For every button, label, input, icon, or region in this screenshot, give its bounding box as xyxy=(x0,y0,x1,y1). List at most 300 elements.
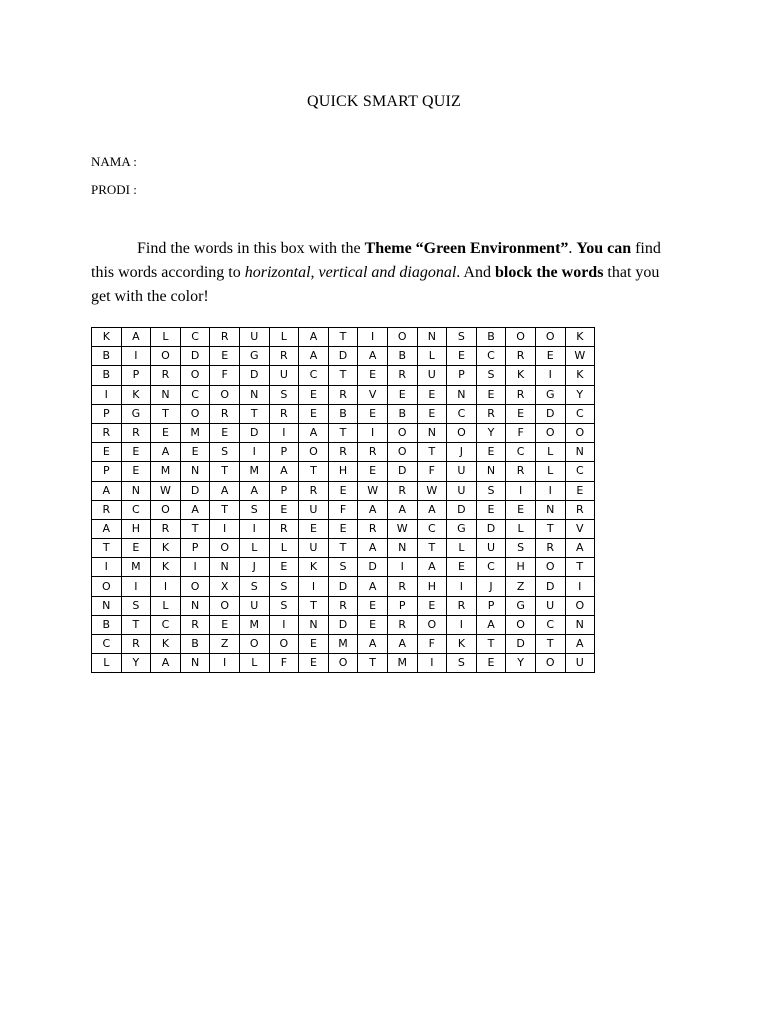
grid-cell[interactable]: W xyxy=(358,481,388,500)
grid-cell[interactable]: M xyxy=(387,654,417,673)
grid-cell[interactable]: D xyxy=(447,500,477,519)
grid-cell[interactable]: C xyxy=(535,615,565,634)
grid-cell[interactable]: L xyxy=(417,347,447,366)
grid-cell[interactable]: E xyxy=(358,615,388,634)
grid-cell[interactable]: L xyxy=(151,328,181,347)
grid-cell[interactable]: T xyxy=(92,539,122,558)
grid-cell[interactable]: H xyxy=(121,519,151,538)
grid-cell[interactable]: R xyxy=(387,577,417,596)
grid-cell[interactable]: F xyxy=(417,462,447,481)
grid-cell[interactable]: G xyxy=(239,347,269,366)
grid-cell[interactable]: K xyxy=(92,328,122,347)
grid-cell[interactable]: I xyxy=(299,577,329,596)
grid-cell[interactable]: J xyxy=(447,443,477,462)
grid-cell[interactable]: I xyxy=(565,577,595,596)
grid-cell[interactable]: A xyxy=(358,500,388,519)
grid-cell[interactable]: R xyxy=(121,635,151,654)
grid-cell[interactable]: O xyxy=(506,328,536,347)
grid-cell[interactable]: N xyxy=(180,654,210,673)
grid-cell[interactable]: O xyxy=(387,443,417,462)
grid-cell[interactable]: R xyxy=(476,404,506,423)
grid-cell[interactable]: S xyxy=(239,500,269,519)
grid-cell[interactable]: M xyxy=(239,615,269,634)
grid-cell[interactable]: P xyxy=(447,366,477,385)
grid-cell[interactable]: U xyxy=(417,366,447,385)
grid-cell[interactable]: S xyxy=(506,539,536,558)
grid-cell[interactable]: Y xyxy=(121,654,151,673)
grid-cell[interactable]: G xyxy=(447,519,477,538)
grid-cell[interactable]: U xyxy=(299,539,329,558)
grid-cell[interactable]: I xyxy=(535,366,565,385)
grid-cell[interactable]: E xyxy=(210,347,240,366)
grid-cell[interactable]: I xyxy=(535,481,565,500)
grid-cell[interactable]: T xyxy=(535,635,565,654)
grid-cell[interactable]: I xyxy=(358,423,388,442)
grid-cell[interactable]: I xyxy=(506,481,536,500)
grid-cell[interactable]: E xyxy=(417,385,447,404)
grid-cell[interactable]: R xyxy=(328,443,358,462)
grid-cell[interactable]: R xyxy=(506,385,536,404)
grid-cell[interactable]: R xyxy=(151,519,181,538)
grid-cell[interactable]: O xyxy=(210,539,240,558)
grid-cell[interactable]: O xyxy=(535,558,565,577)
grid-cell[interactable]: R xyxy=(535,539,565,558)
grid-cell[interactable]: N xyxy=(121,481,151,500)
grid-cell[interactable]: L xyxy=(151,596,181,615)
grid-cell[interactable]: U xyxy=(447,462,477,481)
grid-cell[interactable]: A xyxy=(565,539,595,558)
grid-cell[interactable]: N xyxy=(447,385,477,404)
grid-cell[interactable]: N xyxy=(535,500,565,519)
grid-cell[interactable]: E xyxy=(210,423,240,442)
grid-cell[interactable]: W xyxy=(565,347,595,366)
grid-cell[interactable]: D xyxy=(506,635,536,654)
grid-cell[interactable]: G xyxy=(121,404,151,423)
grid-cell[interactable]: H xyxy=(506,558,536,577)
grid-cell[interactable]: N xyxy=(476,462,506,481)
grid-cell[interactable]: O xyxy=(180,366,210,385)
grid-cell[interactable]: G xyxy=(506,596,536,615)
grid-cell[interactable]: O xyxy=(328,654,358,673)
grid-cell[interactable]: Y xyxy=(565,385,595,404)
grid-cell[interactable]: Z xyxy=(210,635,240,654)
grid-cell[interactable]: T xyxy=(328,423,358,442)
grid-cell[interactable]: T xyxy=(180,519,210,538)
grid-cell[interactable]: C xyxy=(121,500,151,519)
grid-cell[interactable]: B xyxy=(476,328,506,347)
grid-cell[interactable]: S xyxy=(269,385,299,404)
grid-cell[interactable]: T xyxy=(476,635,506,654)
grid-cell[interactable]: M xyxy=(151,462,181,481)
grid-cell[interactable]: T xyxy=(210,462,240,481)
grid-cell[interactable]: E xyxy=(299,654,329,673)
grid-cell[interactable]: R xyxy=(299,481,329,500)
grid-cell[interactable]: S xyxy=(269,596,299,615)
grid-cell[interactable]: O xyxy=(180,404,210,423)
grid-cell[interactable]: R xyxy=(121,423,151,442)
grid-cell[interactable]: S xyxy=(447,654,477,673)
grid-cell[interactable]: N xyxy=(299,615,329,634)
grid-cell[interactable]: C xyxy=(417,519,447,538)
grid-cell[interactable]: K xyxy=(121,385,151,404)
grid-cell[interactable]: A xyxy=(269,462,299,481)
grid-cell[interactable]: T xyxy=(239,404,269,423)
grid-cell[interactable]: P xyxy=(269,481,299,500)
grid-cell[interactable]: E xyxy=(387,385,417,404)
grid-cell[interactable]: B xyxy=(92,366,122,385)
grid-cell[interactable]: O xyxy=(151,347,181,366)
grid-cell[interactable]: T xyxy=(417,539,447,558)
grid-cell[interactable]: E xyxy=(121,462,151,481)
grid-cell[interactable]: I xyxy=(180,558,210,577)
grid-cell[interactable]: F xyxy=(328,500,358,519)
grid-cell[interactable]: T xyxy=(121,615,151,634)
grid-cell[interactable]: R xyxy=(269,347,299,366)
grid-cell[interactable]: A xyxy=(239,481,269,500)
grid-cell[interactable]: X xyxy=(210,577,240,596)
grid-cell[interactable]: C xyxy=(92,635,122,654)
grid-cell[interactable]: J xyxy=(476,577,506,596)
grid-cell[interactable]: T xyxy=(210,500,240,519)
grid-cell[interactable]: E xyxy=(328,481,358,500)
grid-cell[interactable]: U xyxy=(447,481,477,500)
grid-cell[interactable]: C xyxy=(151,615,181,634)
grid-cell[interactable]: B xyxy=(180,635,210,654)
grid-cell[interactable]: F xyxy=(269,654,299,673)
grid-cell[interactable]: P xyxy=(92,404,122,423)
grid-cell[interactable]: O xyxy=(299,443,329,462)
grid-cell[interactable]: S xyxy=(269,577,299,596)
grid-cell[interactable]: S xyxy=(447,328,477,347)
grid-cell[interactable]: E xyxy=(180,443,210,462)
grid-cell[interactable]: T xyxy=(299,462,329,481)
grid-cell[interactable]: R xyxy=(92,423,122,442)
grid-cell[interactable]: M xyxy=(180,423,210,442)
grid-cell[interactable]: A xyxy=(417,500,447,519)
grid-cell[interactable]: W xyxy=(417,481,447,500)
grid-cell[interactable]: E xyxy=(447,558,477,577)
grid-cell[interactable]: O xyxy=(506,615,536,634)
grid-cell[interactable]: R xyxy=(328,385,358,404)
grid-cell[interactable]: H xyxy=(328,462,358,481)
grid-cell[interactable]: P xyxy=(180,539,210,558)
grid-cell[interactable]: D xyxy=(476,519,506,538)
grid-cell[interactable]: B xyxy=(92,347,122,366)
grid-cell[interactable]: G xyxy=(535,385,565,404)
grid-cell[interactable]: S xyxy=(121,596,151,615)
grid-cell[interactable]: E xyxy=(299,385,329,404)
grid-cell[interactable]: E xyxy=(358,462,388,481)
grid-cell[interactable]: R xyxy=(210,328,240,347)
grid-cell[interactable]: A xyxy=(151,443,181,462)
grid-cell[interactable]: I xyxy=(210,519,240,538)
grid-cell[interactable]: A xyxy=(565,635,595,654)
grid-cell[interactable]: Y xyxy=(476,423,506,442)
grid-cell[interactable]: E xyxy=(299,635,329,654)
grid-cell[interactable]: U xyxy=(239,328,269,347)
grid-cell[interactable]: E xyxy=(358,404,388,423)
grid-cell[interactable]: K xyxy=(151,539,181,558)
grid-cell[interactable]: A xyxy=(299,328,329,347)
grid-cell[interactable]: O xyxy=(210,596,240,615)
grid-cell[interactable]: C xyxy=(565,404,595,423)
grid-cell[interactable]: R xyxy=(387,615,417,634)
grid-cell[interactable]: C xyxy=(506,443,536,462)
grid-cell[interactable]: D xyxy=(328,347,358,366)
grid-cell[interactable]: T xyxy=(151,404,181,423)
grid-cell[interactable]: N xyxy=(92,596,122,615)
grid-cell[interactable]: R xyxy=(447,596,477,615)
grid-cell[interactable]: W xyxy=(387,519,417,538)
grid-cell[interactable]: P xyxy=(387,596,417,615)
grid-cell[interactable]: L xyxy=(269,539,299,558)
grid-cell[interactable]: N xyxy=(565,443,595,462)
grid-cell[interactable]: L xyxy=(269,328,299,347)
grid-cell[interactable]: A xyxy=(387,635,417,654)
grid-cell[interactable]: E xyxy=(417,404,447,423)
grid-cell[interactable]: E xyxy=(269,558,299,577)
grid-cell[interactable]: E xyxy=(476,385,506,404)
grid-cell[interactable]: N xyxy=(180,596,210,615)
grid-cell[interactable]: N xyxy=(417,423,447,442)
grid-cell[interactable]: N xyxy=(151,385,181,404)
grid-cell[interactable]: E xyxy=(299,519,329,538)
grid-cell[interactable]: O xyxy=(151,500,181,519)
grid-cell[interactable]: S xyxy=(210,443,240,462)
grid-cell[interactable]: S xyxy=(328,558,358,577)
grid-cell[interactable]: E xyxy=(447,347,477,366)
grid-cell[interactable]: B xyxy=(328,404,358,423)
grid-cell[interactable]: P xyxy=(269,443,299,462)
grid-cell[interactable]: O xyxy=(535,654,565,673)
grid-cell[interactable]: M xyxy=(239,462,269,481)
grid-cell[interactable]: B xyxy=(387,404,417,423)
grid-cell[interactable]: E xyxy=(358,366,388,385)
grid-cell[interactable]: L xyxy=(535,443,565,462)
grid-cell[interactable]: E xyxy=(92,443,122,462)
grid-cell[interactable]: A xyxy=(121,328,151,347)
grid-cell[interactable]: T xyxy=(328,328,358,347)
grid-cell[interactable]: C xyxy=(180,328,210,347)
grid-cell[interactable]: E xyxy=(151,423,181,442)
grid-cell[interactable]: O xyxy=(387,423,417,442)
grid-cell[interactable]: R xyxy=(506,462,536,481)
grid-cell[interactable]: I xyxy=(387,558,417,577)
grid-cell[interactable]: D xyxy=(180,347,210,366)
grid-cell[interactable]: D xyxy=(535,404,565,423)
grid-cell[interactable]: O xyxy=(565,596,595,615)
grid-cell[interactable]: I xyxy=(210,654,240,673)
grid-cell[interactable]: I xyxy=(358,328,388,347)
grid-cell[interactable]: A xyxy=(387,500,417,519)
grid-cell[interactable]: J xyxy=(239,558,269,577)
grid-cell[interactable]: E xyxy=(565,481,595,500)
grid-cell[interactable]: L xyxy=(535,462,565,481)
grid-cell[interactable]: K xyxy=(151,558,181,577)
grid-cell[interactable]: T xyxy=(417,443,447,462)
grid-cell[interactable]: N xyxy=(210,558,240,577)
grid-cell[interactable]: S xyxy=(476,366,506,385)
grid-cell[interactable]: N xyxy=(565,615,595,634)
grid-cell[interactable]: E xyxy=(535,347,565,366)
grid-cell[interactable]: A xyxy=(92,481,122,500)
grid-cell[interactable]: E xyxy=(476,500,506,519)
grid-cell[interactable]: O xyxy=(565,423,595,442)
grid-cell[interactable]: P xyxy=(121,366,151,385)
grid-cell[interactable]: L xyxy=(92,654,122,673)
grid-cell[interactable]: T xyxy=(535,519,565,538)
grid-cell[interactable]: R xyxy=(358,519,388,538)
grid-cell[interactable]: U xyxy=(476,539,506,558)
grid-cell[interactable]: A xyxy=(180,500,210,519)
grid-cell[interactable]: D xyxy=(180,481,210,500)
grid-cell[interactable]: U xyxy=(535,596,565,615)
grid-cell[interactable]: K xyxy=(506,366,536,385)
grid-cell[interactable]: F xyxy=(417,635,447,654)
grid-cell[interactable]: U xyxy=(239,596,269,615)
grid-cell[interactable]: Z xyxy=(506,577,536,596)
grid-cell[interactable]: L xyxy=(239,654,269,673)
grid-cell[interactable]: F xyxy=(210,366,240,385)
grid-cell[interactable]: R xyxy=(269,519,299,538)
grid-cell[interactable]: U xyxy=(565,654,595,673)
grid-cell[interactable]: V xyxy=(358,385,388,404)
grid-cell[interactable]: D xyxy=(328,615,358,634)
grid-cell[interactable]: R xyxy=(210,404,240,423)
grid-cell[interactable]: O xyxy=(92,577,122,596)
grid-cell[interactable]: D xyxy=(387,462,417,481)
grid-cell[interactable]: D xyxy=(535,577,565,596)
grid-cell[interactable]: R xyxy=(328,596,358,615)
grid-cell[interactable]: T xyxy=(358,654,388,673)
grid-cell[interactable]: F xyxy=(506,423,536,442)
grid-cell[interactable]: N xyxy=(417,328,447,347)
grid-cell[interactable]: L xyxy=(447,539,477,558)
grid-cell[interactable]: O xyxy=(210,385,240,404)
grid-cell[interactable]: A xyxy=(417,558,447,577)
grid-cell[interactable]: M xyxy=(328,635,358,654)
grid-cell[interactable]: E xyxy=(121,443,151,462)
grid-cell[interactable]: E xyxy=(328,519,358,538)
grid-cell[interactable]: I xyxy=(121,347,151,366)
grid-cell[interactable]: K xyxy=(151,635,181,654)
grid-cell[interactable]: K xyxy=(565,366,595,385)
grid-cell[interactable]: P xyxy=(92,462,122,481)
grid-cell[interactable]: P xyxy=(476,596,506,615)
grid-cell[interactable]: A xyxy=(358,347,388,366)
grid-cell[interactable]: S xyxy=(476,481,506,500)
grid-cell[interactable]: L xyxy=(506,519,536,538)
grid-cell[interactable]: R xyxy=(565,500,595,519)
grid-cell[interactable]: K xyxy=(565,328,595,347)
grid-cell[interactable]: A xyxy=(358,635,388,654)
grid-cell[interactable]: U xyxy=(299,500,329,519)
grid-cell[interactable]: R xyxy=(358,443,388,462)
grid-cell[interactable]: A xyxy=(476,615,506,634)
grid-cell[interactable]: C xyxy=(447,404,477,423)
grid-cell[interactable]: I xyxy=(92,558,122,577)
grid-cell[interactable]: T xyxy=(328,539,358,558)
grid-cell[interactable]: O xyxy=(269,635,299,654)
grid-cell[interactable]: I xyxy=(92,385,122,404)
grid-cell[interactable]: E xyxy=(358,596,388,615)
grid-cell[interactable]: C xyxy=(180,385,210,404)
grid-cell[interactable]: C xyxy=(476,347,506,366)
grid-cell[interactable]: K xyxy=(299,558,329,577)
grid-cell[interactable]: I xyxy=(239,519,269,538)
grid-cell[interactable]: I xyxy=(239,443,269,462)
grid-cell[interactable]: M xyxy=(121,558,151,577)
grid-cell[interactable]: Y xyxy=(506,654,536,673)
grid-cell[interactable]: R xyxy=(92,500,122,519)
grid-cell[interactable]: T xyxy=(565,558,595,577)
grid-cell[interactable]: N xyxy=(180,462,210,481)
grid-cell[interactable]: W xyxy=(151,481,181,500)
grid-cell[interactable]: E xyxy=(121,539,151,558)
grid-cell[interactable]: T xyxy=(328,366,358,385)
grid-cell[interactable]: O xyxy=(535,328,565,347)
grid-cell[interactable]: O xyxy=(239,635,269,654)
grid-cell[interactable]: E xyxy=(506,404,536,423)
grid-cell[interactable]: O xyxy=(387,328,417,347)
grid-cell[interactable]: C xyxy=(565,462,595,481)
grid-cell[interactable]: R xyxy=(506,347,536,366)
grid-cell[interactable]: S xyxy=(239,577,269,596)
grid-cell[interactable]: E xyxy=(417,596,447,615)
grid-cell[interactable]: N xyxy=(387,539,417,558)
grid-cell[interactable]: D xyxy=(328,577,358,596)
grid-cell[interactable]: A xyxy=(210,481,240,500)
grid-cell[interactable]: R xyxy=(269,404,299,423)
grid-cell[interactable]: I xyxy=(447,615,477,634)
grid-cell[interactable]: E xyxy=(476,654,506,673)
grid-cell[interactable]: D xyxy=(358,558,388,577)
grid-cell[interactable]: N xyxy=(239,385,269,404)
grid-cell[interactable]: O xyxy=(417,615,447,634)
grid-cell[interactable]: I xyxy=(417,654,447,673)
grid-cell[interactable]: A xyxy=(358,577,388,596)
grid-cell[interactable]: E xyxy=(476,443,506,462)
grid-cell[interactable]: E xyxy=(299,404,329,423)
grid-cell[interactable]: I xyxy=(151,577,181,596)
grid-cell[interactable]: K xyxy=(447,635,477,654)
grid-cell[interactable]: O xyxy=(180,577,210,596)
grid-cell[interactable]: E xyxy=(506,500,536,519)
grid-cell[interactable]: R xyxy=(387,366,417,385)
grid-cell[interactable]: I xyxy=(447,577,477,596)
grid-cell[interactable]: I xyxy=(121,577,151,596)
grid-cell[interactable]: A xyxy=(299,423,329,442)
grid-cell[interactable]: R xyxy=(151,366,181,385)
grid-cell[interactable]: D xyxy=(239,366,269,385)
grid-cell[interactable]: C xyxy=(299,366,329,385)
grid-cell[interactable]: A xyxy=(358,539,388,558)
grid-cell[interactable]: R xyxy=(387,481,417,500)
grid-cell[interactable]: A xyxy=(92,519,122,538)
grid-cell[interactable]: T xyxy=(299,596,329,615)
grid-cell[interactable]: B xyxy=(92,615,122,634)
grid-cell[interactable]: E xyxy=(210,615,240,634)
grid-cell[interactable]: O xyxy=(447,423,477,442)
grid-cell[interactable]: D xyxy=(239,423,269,442)
grid-cell[interactable]: U xyxy=(269,366,299,385)
grid-cell[interactable]: I xyxy=(269,615,299,634)
grid-cell[interactable]: L xyxy=(239,539,269,558)
grid-cell[interactable]: V xyxy=(565,519,595,538)
grid-cell[interactable]: E xyxy=(269,500,299,519)
grid-cell[interactable]: R xyxy=(180,615,210,634)
grid-cell[interactable]: A xyxy=(151,654,181,673)
